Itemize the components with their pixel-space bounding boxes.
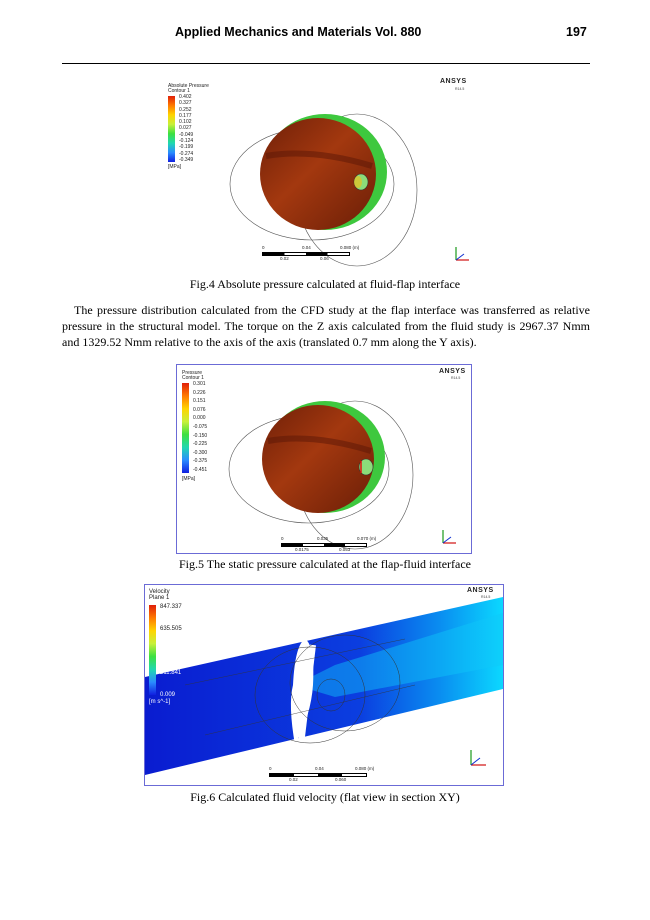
legend-subtitle: Contour 1 [168,88,190,94]
scale-label: 0.0175 [295,547,309,552]
legend-subtitle: Contour 1 [182,375,204,381]
scale-label: 0.02 [280,256,289,261]
figure-6-caption: Fig.6 Calculated fluid velocity (flat view in section XY) [190,790,460,804]
scale-label: 0 [262,245,265,250]
legend-tick: 0.252 [179,106,192,113]
scale-label: 0.080 (m) [355,766,375,771]
ansys-version: R14.5 [455,87,465,91]
legend-tick: -0.375 [193,458,208,465]
scale-label: 0.04 [315,766,324,771]
ansys-logo: ANSYS [440,78,467,85]
page-number: 197 [566,25,587,39]
figure-4-caption: Fig.4 Absolute pressure calculated at fluid-flap interface [189,277,461,291]
legend-colorbar [168,96,175,162]
legend-subtitle: Plane 1 [149,595,170,601]
legend-tick: 0.009 [160,692,176,698]
scale-label: 0.04 [302,245,311,250]
legend-tick: 0.102 [179,119,192,126]
scale-label: 0.035 [317,536,329,541]
legend-tick: 0.000 [193,415,206,422]
legend-tick: -0.451 [193,466,208,473]
legend-ticks [160,604,182,702]
legend-tick: -0.124 [179,138,194,145]
legend-tick: -0.199 [179,144,194,151]
legend-tick: -0.049 [179,131,194,138]
scale-label: 0.080 (m) [340,245,360,250]
legend-unit: [m s^-1] [149,699,171,705]
legend-tick: 635.505 [160,626,182,632]
legend-tick: -0.150 [193,432,208,439]
legend-tick: 0.402 [179,94,192,100]
legend-ticks [193,382,207,477]
header-divider [62,63,590,64]
legend-tick: -0.274 [179,150,194,157]
legend-title: Absolute Pressure [168,83,209,89]
body-paragraph: The pressure distribution calculated from the CFD study at the flap interface was transferred as relative pressure in the structural model. The torque on the Z axis calculated from the fluid study is 2967.37 Nmm and 1329.52 Nmm relative to the axis of the axis (translated 0.7 mm along the Y axis). [62,303,590,349]
figure-4 [162,74,484,268]
legend-tick: -0.300 [193,449,208,456]
scale-label: 0 [269,766,272,771]
axis-triad-icon [452,244,472,264]
scale-label: 0.06 [320,256,329,261]
journal-header: Applied Mechanics and Materials Vol. 880 [175,25,422,39]
legend-colorbar [182,383,189,473]
scale-label: 0 [281,536,284,541]
legend-colorbar [149,605,156,695]
legend-unit: [MPa] [168,164,182,170]
figure-5-render [177,365,471,553]
legend-tick: 0.301 [193,381,206,387]
legend-tick: 0.327 [179,100,192,107]
scale-label: 0.02 [289,777,298,782]
figure-4-render [162,74,484,268]
legend-tick: 847.337 [160,604,182,610]
legend-tick: -0.349 [179,156,194,163]
legend-tick: 211.841 [160,670,182,676]
legend-tick: 0.226 [193,389,206,396]
axis-triad-icon [439,527,459,547]
scale-label: 0.070 (m) [357,536,377,541]
legend-tick: -0.225 [193,441,208,448]
legend-tick: 0.151 [193,398,206,405]
ansys-version: R14.5 [451,376,461,380]
legend-tick: 0.027 [179,125,192,132]
legend-tick: 0.076 [193,406,206,413]
scale-label: 0.060 [335,777,347,782]
figure-5 [176,364,472,554]
axis-triad-icon [467,747,489,769]
figure-6 [144,584,504,786]
figure-6-render [145,585,503,785]
figure-5-caption: Fig.5 The static pressure calculated at the flap-fluid interface [179,557,471,571]
legend-title: Pressure [182,370,203,376]
legend-tick: -0.075 [193,423,208,430]
ansys-logo: ANSYS [439,368,466,375]
ansys-version: R14.5 [481,595,491,599]
legend-tick: 423.673 [160,648,182,654]
ansys-logo: ANSYS [467,587,494,594]
legend-ticks [179,95,193,164]
legend-unit: [MPa] [182,476,196,482]
legend-title: Velocity [149,589,170,595]
legend-tick: 0.177 [179,112,192,119]
scale-label: 0.053 [339,547,351,552]
